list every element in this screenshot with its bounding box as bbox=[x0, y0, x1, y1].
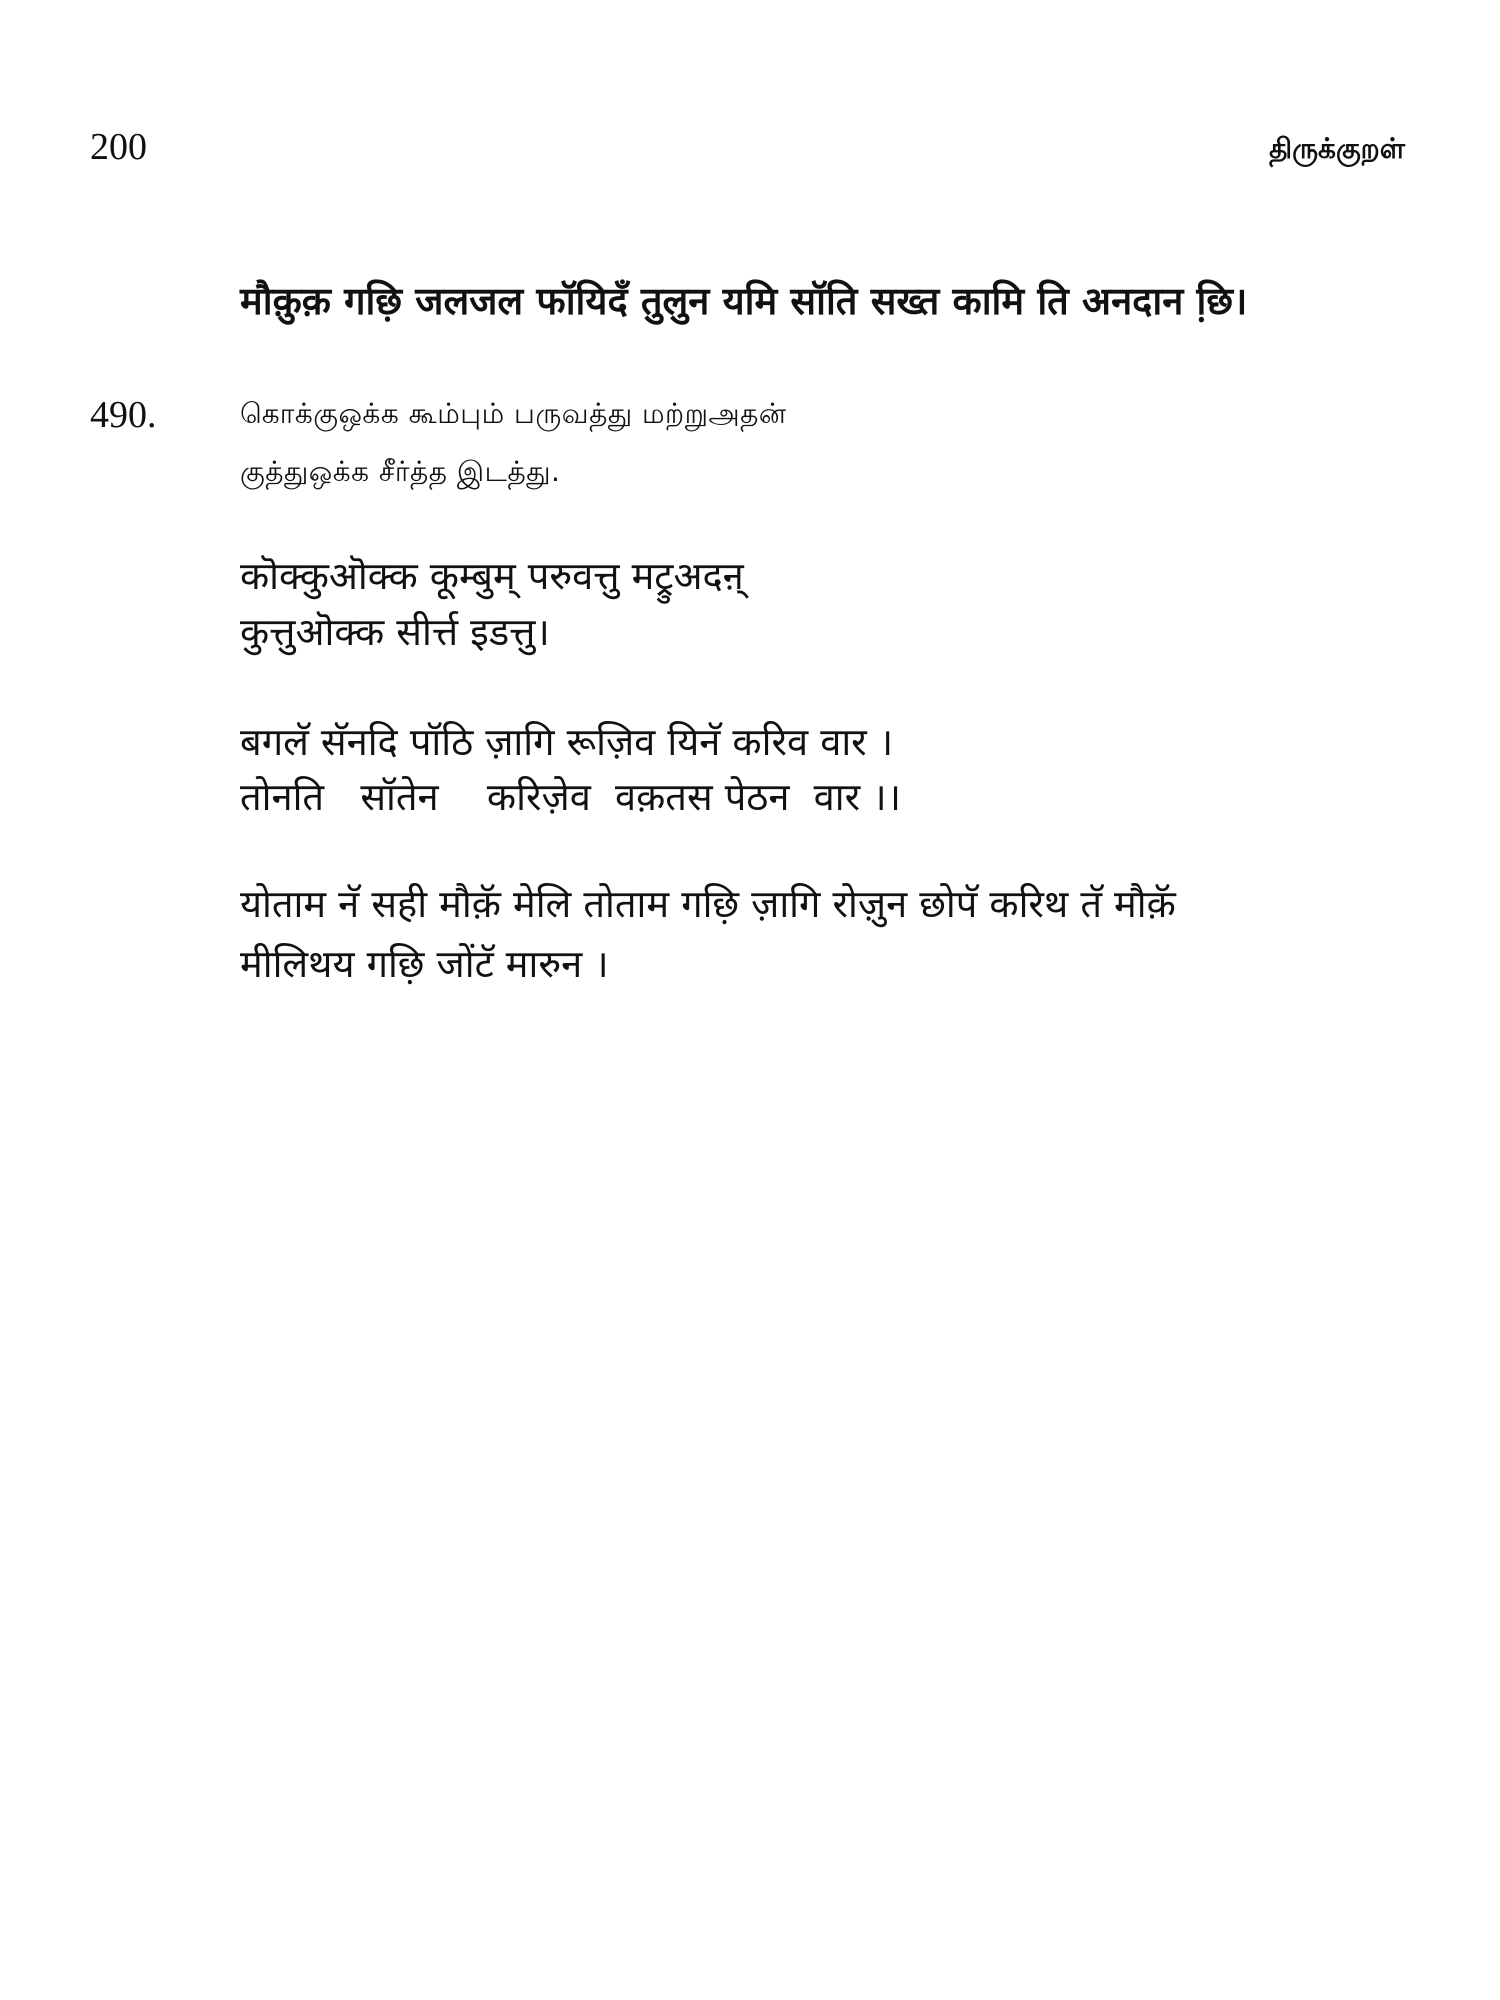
tamil-verse-line-1: கொக்குஒக்க கூம்பும் பருவத்து மற்றுஅதன் bbox=[240, 397, 787, 430]
tamil-verse-line-2: குத்துஒக்க சீர்த்த இடத்து. bbox=[240, 455, 561, 488]
transliteration-line-1: कॊक्कुऒक्क कूम्बुम् परुवत्तु मट्रुअदऩ् bbox=[240, 554, 744, 598]
transliteration-line-2: कुत्तुऒक्क सीर्त्त इडत्तु। bbox=[240, 610, 550, 654]
meaning-line-1: योताम नॅ सही मौक़ॅ मेलि तोताम गछ़ि ज़ागि रोज़ुन छोपॅ करिथ तॅ मौक़ॅ bbox=[240, 882, 1176, 926]
translated-verse-line-2: तोनति सॉतेन करिज़ेव वक़तस पेठन वार ।। bbox=[240, 775, 902, 819]
page-number: 200 bbox=[90, 126, 147, 168]
translated-verse-line-1: बगलॅ सॅनदि पॉठि ज़ागि रूज़िव यिनॅ करिव वार । bbox=[240, 720, 894, 764]
running-header-title: திருக்குறள் bbox=[1269, 132, 1405, 165]
intro-commentary-line: मौक़ुक़ गछ़ि जलजल फॉयिदँ तुलुन यमि सॉति सख्त कामि ति अनदान छि़। bbox=[240, 279, 1248, 323]
kural-number: 490. bbox=[90, 394, 157, 436]
meaning-line-2: मीलिथय गछ़ि जोंटॅ मारुन । bbox=[240, 942, 609, 986]
